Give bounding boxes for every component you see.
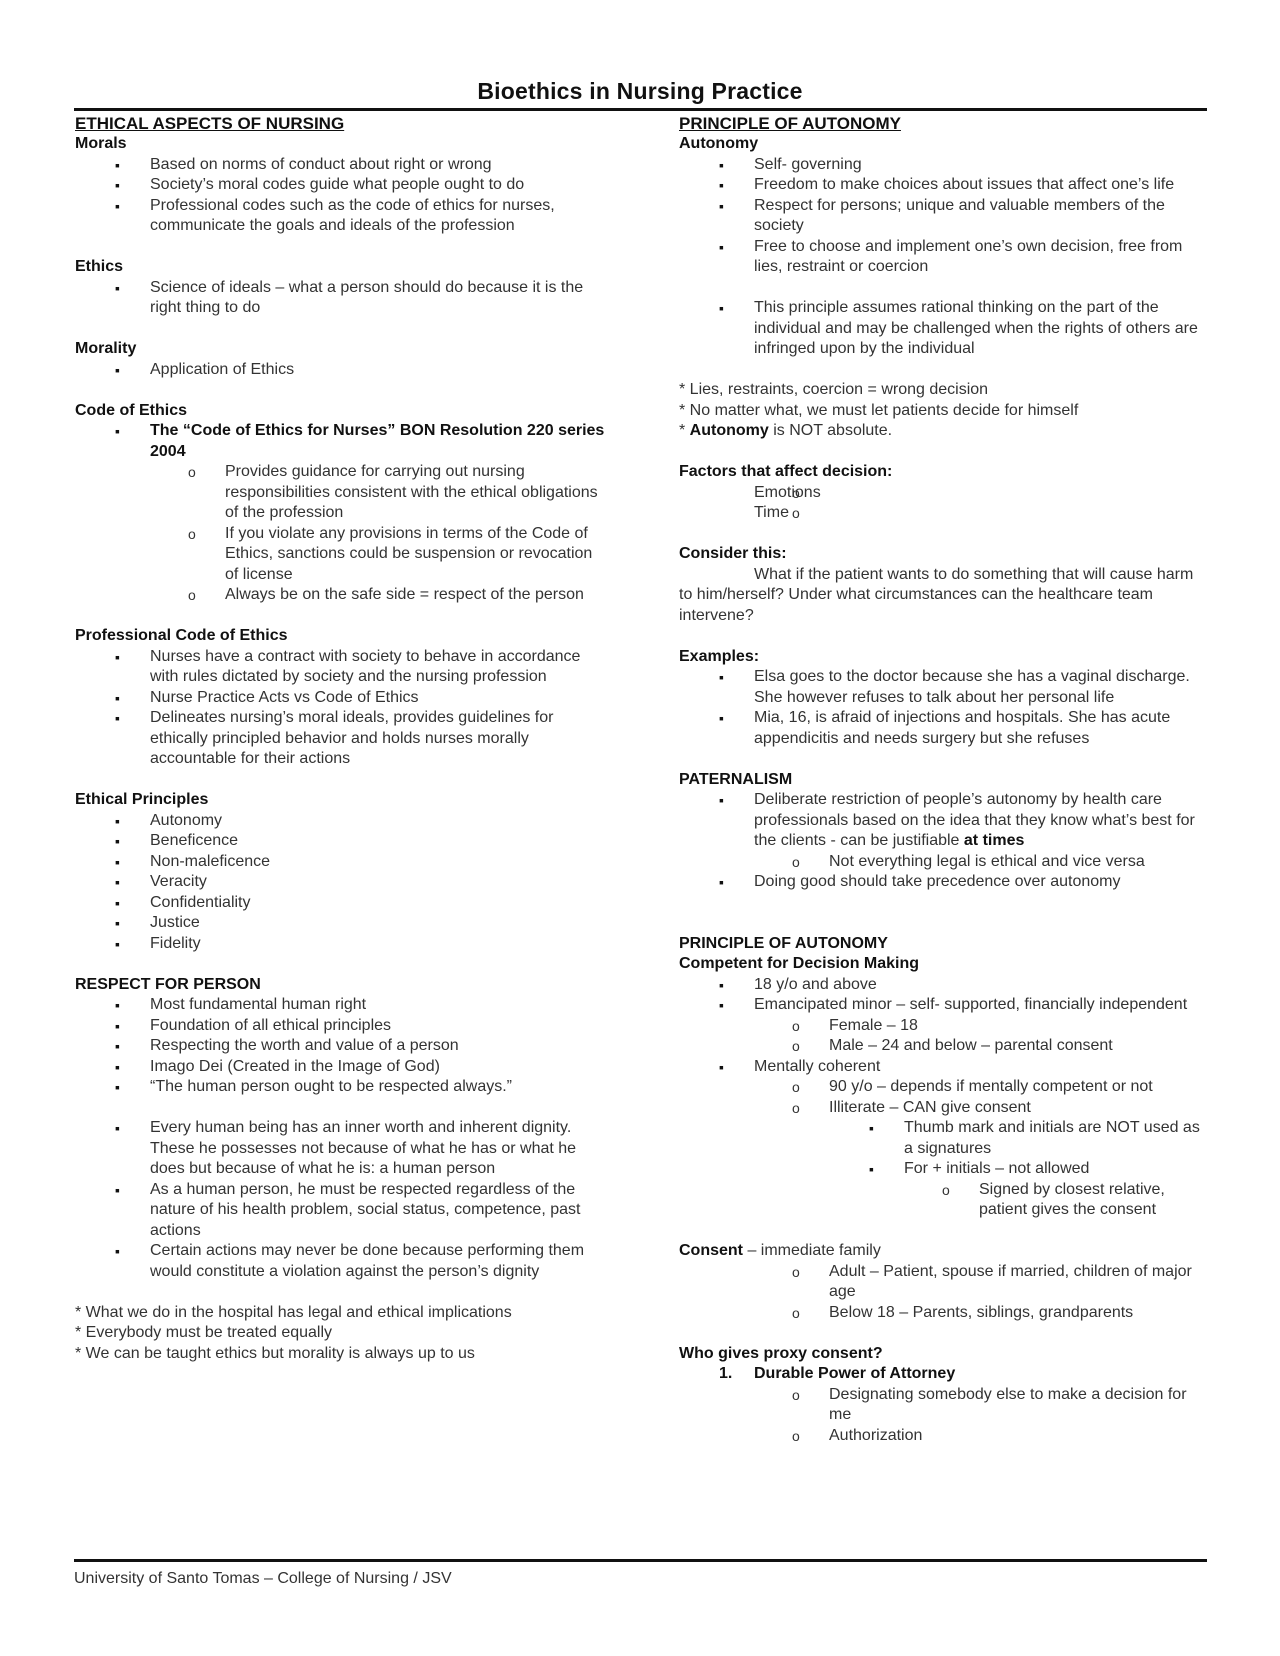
sub-list-item: o Female – 18 bbox=[679, 1016, 1209, 1037]
sub-list-item: o Not everything legal is ethical and vice versa bbox=[679, 852, 1209, 873]
list-item: ▪ Nurse Practice Acts vs Code of Ethics bbox=[75, 688, 605, 709]
note: * No matter what, we must let patients decide for himself bbox=[679, 401, 1079, 419]
morals-list bbox=[75, 155, 605, 237]
note: * Everybody must be treated equally bbox=[75, 1324, 333, 1341]
paternalism-text: Deliberate restriction of people’s autonomy by health care professionals based on the idea that they know what’s best for the clients - can be justifiable bbox=[754, 791, 1195, 849]
list-item: ▪ Respect for persons; unique and valuable members of the society bbox=[679, 196, 1209, 237]
heading-factors: Factors that affect decision: bbox=[679, 463, 893, 480]
heading-principle-of-autonomy-2: PRINCIPLE OF AUTONOMY bbox=[679, 934, 888, 952]
list-item: ▪ Every human being has an inner worth and inherent dignity. These he possesses not because of what he has or what he does but because of what he is: a human person bbox=[75, 1118, 605, 1180]
sub-sub-list-item: ▪ Thumb mark and initials are NOT used as a signatures bbox=[679, 1118, 1209, 1159]
footer-divider bbox=[74, 1559, 1207, 1562]
list-item: ▪ Society’s moral codes guide what people ought to do bbox=[75, 175, 605, 196]
proxy-list bbox=[679, 1364, 1209, 1446]
note-prefix: * bbox=[679, 422, 690, 439]
list-item: ▪ Self- governing bbox=[679, 155, 1209, 176]
ethics-list bbox=[75, 278, 605, 319]
title-divider bbox=[74, 108, 1207, 111]
heading-competent: Competent for Decision Making bbox=[679, 955, 920, 972]
list-item: ▪ As a human person, he must be respected regardless of the nature of his health problem, social status, competence, past actions bbox=[75, 1180, 605, 1242]
sub-list-item: o Authorization bbox=[679, 1426, 1209, 1447]
note: * We can be taught ethics but morality is always up to us bbox=[75, 1344, 475, 1362]
list-item: ▪ Nurses have a contract with society to behave in accordance with rules dictated by society and the nursing profession bbox=[75, 647, 605, 688]
footer-text: University of Santo Tomas – College of Nursing / JSV bbox=[74, 1570, 452, 1587]
heading-examples: Examples: bbox=[679, 647, 760, 665]
consent-label: Consent bbox=[679, 1242, 743, 1259]
list-item: ▪ Mentally coherent bbox=[679, 1057, 1209, 1078]
list-item: ▪ Application of Ethics bbox=[75, 360, 605, 381]
consent-list bbox=[679, 1262, 1209, 1324]
list-item: ▪ 18 y/o and above bbox=[679, 975, 1209, 996]
list-item: ▪ Confidentiality bbox=[75, 893, 605, 914]
respect-list-b bbox=[75, 1118, 605, 1282]
autonomy-list-b bbox=[679, 298, 1209, 360]
list-item bbox=[679, 483, 1209, 504]
consent-rest: – immediate family bbox=[743, 1242, 881, 1259]
sub-list-item: o Always be on the safe side = respect of the person bbox=[75, 585, 605, 606]
list-item: ▪ Fidelity bbox=[75, 934, 605, 955]
list-item: ▪ Justice bbox=[75, 913, 605, 934]
sub-list-item: o Male – 24 and below – parental consent bbox=[679, 1036, 1209, 1057]
heading-paternalism: PATERNALISM bbox=[679, 770, 793, 788]
list-item: ▪ Doing good should take precedence over autonomy bbox=[679, 872, 1209, 893]
professional-code-list bbox=[75, 647, 605, 770]
list-item: ▪ Emancipated minor – self- supported, financially independent bbox=[679, 995, 1209, 1016]
paternalism-list bbox=[679, 790, 1209, 893]
consider-paragraph: What if the patient wants to do something that will cause harm to him/herself? Under what circumstances can the healthcare team intervene? bbox=[679, 565, 1194, 624]
list-item: ▪ This principle assumes rational thinking on the part of the individual and may be challenged when the rights of others are infringed upon by the individual bbox=[679, 298, 1209, 360]
list-item: ▪ Freedom to make choices about issues that affect one’s life bbox=[679, 175, 1209, 196]
item-number: 1. bbox=[719, 1365, 733, 1382]
list-item: ▪ Based on norms of conduct about right or wrong bbox=[75, 155, 605, 176]
list-item bbox=[679, 503, 1209, 524]
sub-list-item: o If you violate any provisions in terms of the Code of Ethics, sanctions could be suspension or revocation of license bbox=[75, 524, 605, 586]
competent-list bbox=[679, 975, 1209, 1221]
note-emphasis: Autonomy bbox=[689, 422, 769, 439]
section-title-principle-of-autonomy: PRINCIPLE OF AUTONOMY bbox=[679, 114, 901, 133]
sub-list-item: o Illiterate – CAN give consent bbox=[679, 1098, 1209, 1119]
numbered-item bbox=[679, 1364, 1209, 1385]
note-autonomy-not-absolute bbox=[679, 421, 1209, 442]
heading-respect-for-person: RESPECT FOR PERSON bbox=[75, 975, 261, 993]
list-item: ▪ Respecting the worth and value of a person bbox=[75, 1036, 605, 1057]
list-item: ▪ Veracity bbox=[75, 872, 605, 893]
respect-list-a bbox=[75, 995, 605, 1098]
list-item: ▪ Delineates nursing’s moral ideals, provides guidelines for ethically principled behavior and holds nurses morally accountable for their actions bbox=[75, 708, 605, 770]
list-item: ▪ “The human person ought to be respected always.” bbox=[75, 1077, 605, 1098]
morality-list bbox=[75, 360, 605, 381]
heading-proxy-consent: Who gives proxy consent? bbox=[679, 1344, 883, 1362]
list-item: ▪ The “Code of Ethics for Nurses” BON Resolution 220 series 2004 bbox=[75, 421, 605, 462]
item-text: Durable Power of Attorney bbox=[754, 1365, 956, 1382]
sub-list-item: o Provides guidance for carrying out nursing responsibilities consistent with the ethical obligations of the profession bbox=[75, 462, 605, 524]
sub-list-item: o Adult – Patient, spouse if married, children of major age bbox=[679, 1262, 1209, 1303]
list-item: ▪ Certain actions may never be done because performing them would constitute a violation against the person’s dignity bbox=[75, 1241, 605, 1282]
list-item: ▪ Foundation of all ethical principles bbox=[75, 1016, 605, 1037]
list-item: ▪ Most fundamental human right bbox=[75, 995, 605, 1016]
consent-line bbox=[679, 1241, 1209, 1262]
heading-ethics: Ethics bbox=[75, 258, 124, 275]
autonomy-list-a bbox=[679, 155, 1209, 278]
heading-consider-this: Consider this: bbox=[679, 545, 787, 562]
code-of-ethics-list bbox=[75, 421, 605, 606]
list-item: ▪ Non-maleficence bbox=[75, 852, 605, 873]
page-title: Bioethics in Nursing Practice bbox=[477, 78, 803, 104]
section-title-ethical-aspects: ETHICAL ASPECTS OF NURSING bbox=[75, 114, 345, 133]
heading-morals: Morals bbox=[75, 135, 127, 152]
note-rest: is NOT absolute. bbox=[768, 422, 893, 439]
note: * What we do in the hospital has legal and ethical implications bbox=[75, 1303, 512, 1321]
ethical-principles-list bbox=[75, 811, 605, 955]
list-item bbox=[679, 790, 1209, 852]
heading-autonomy: Autonomy bbox=[679, 135, 759, 152]
factor-label: Emotions bbox=[754, 483, 821, 501]
factors-list bbox=[679, 483, 1209, 524]
sub-sub-list-item: ▪ For + initials – not allowed bbox=[679, 1159, 1209, 1180]
list-item: ▪ Professional codes such as the code of ethics for nurses, communicate the goals and ideals of the profession bbox=[75, 196, 605, 237]
list-item: ▪ Autonomy bbox=[75, 811, 605, 832]
right-column bbox=[679, 113, 1209, 1446]
heading-ethical-principles: Ethical Principles bbox=[75, 791, 209, 808]
left-column bbox=[75, 113, 605, 1364]
sub-list-item: o Designating somebody else to make a decision for me bbox=[679, 1385, 1209, 1426]
note: * Lies, restraints, coercion = wrong decision bbox=[679, 381, 989, 398]
heading-morality: Morality bbox=[75, 340, 137, 357]
paternalism-emphasis: at times bbox=[963, 832, 1025, 849]
list-item: ▪ Beneficence bbox=[75, 831, 605, 852]
list-item: ▪ Elsa goes to the doctor because she has a vaginal discharge. She however refuses to talk about her personal life bbox=[679, 667, 1209, 708]
examples-list bbox=[679, 667, 1209, 749]
deep-list-item: o Signed by closest relative, patient gives the consent bbox=[679, 1180, 1209, 1221]
list-item: ▪ Imago Dei (Created in the Image of God) bbox=[75, 1057, 605, 1078]
factor-label: Time bbox=[754, 504, 789, 521]
list-item: ▪ Mia, 16, is afraid of injections and hospitals. She has acute appendicitis and needs surgery but she refuses bbox=[679, 708, 1209, 749]
sub-list-item: o Below 18 – Parents, siblings, grandparents bbox=[679, 1303, 1209, 1324]
heading-professional-code: Professional Code of Ethics bbox=[75, 627, 288, 644]
list-item: ▪ Science of ideals – what a person should do because it is the right thing to do bbox=[75, 278, 605, 319]
heading-code-of-ethics: Code of Ethics bbox=[75, 401, 188, 419]
sub-list-item: o 90 y/o – depends if mentally competent or not bbox=[679, 1077, 1209, 1098]
list-item: ▪ Free to choose and implement one’s own decision, free from lies, restraint or coercion bbox=[679, 237, 1209, 278]
